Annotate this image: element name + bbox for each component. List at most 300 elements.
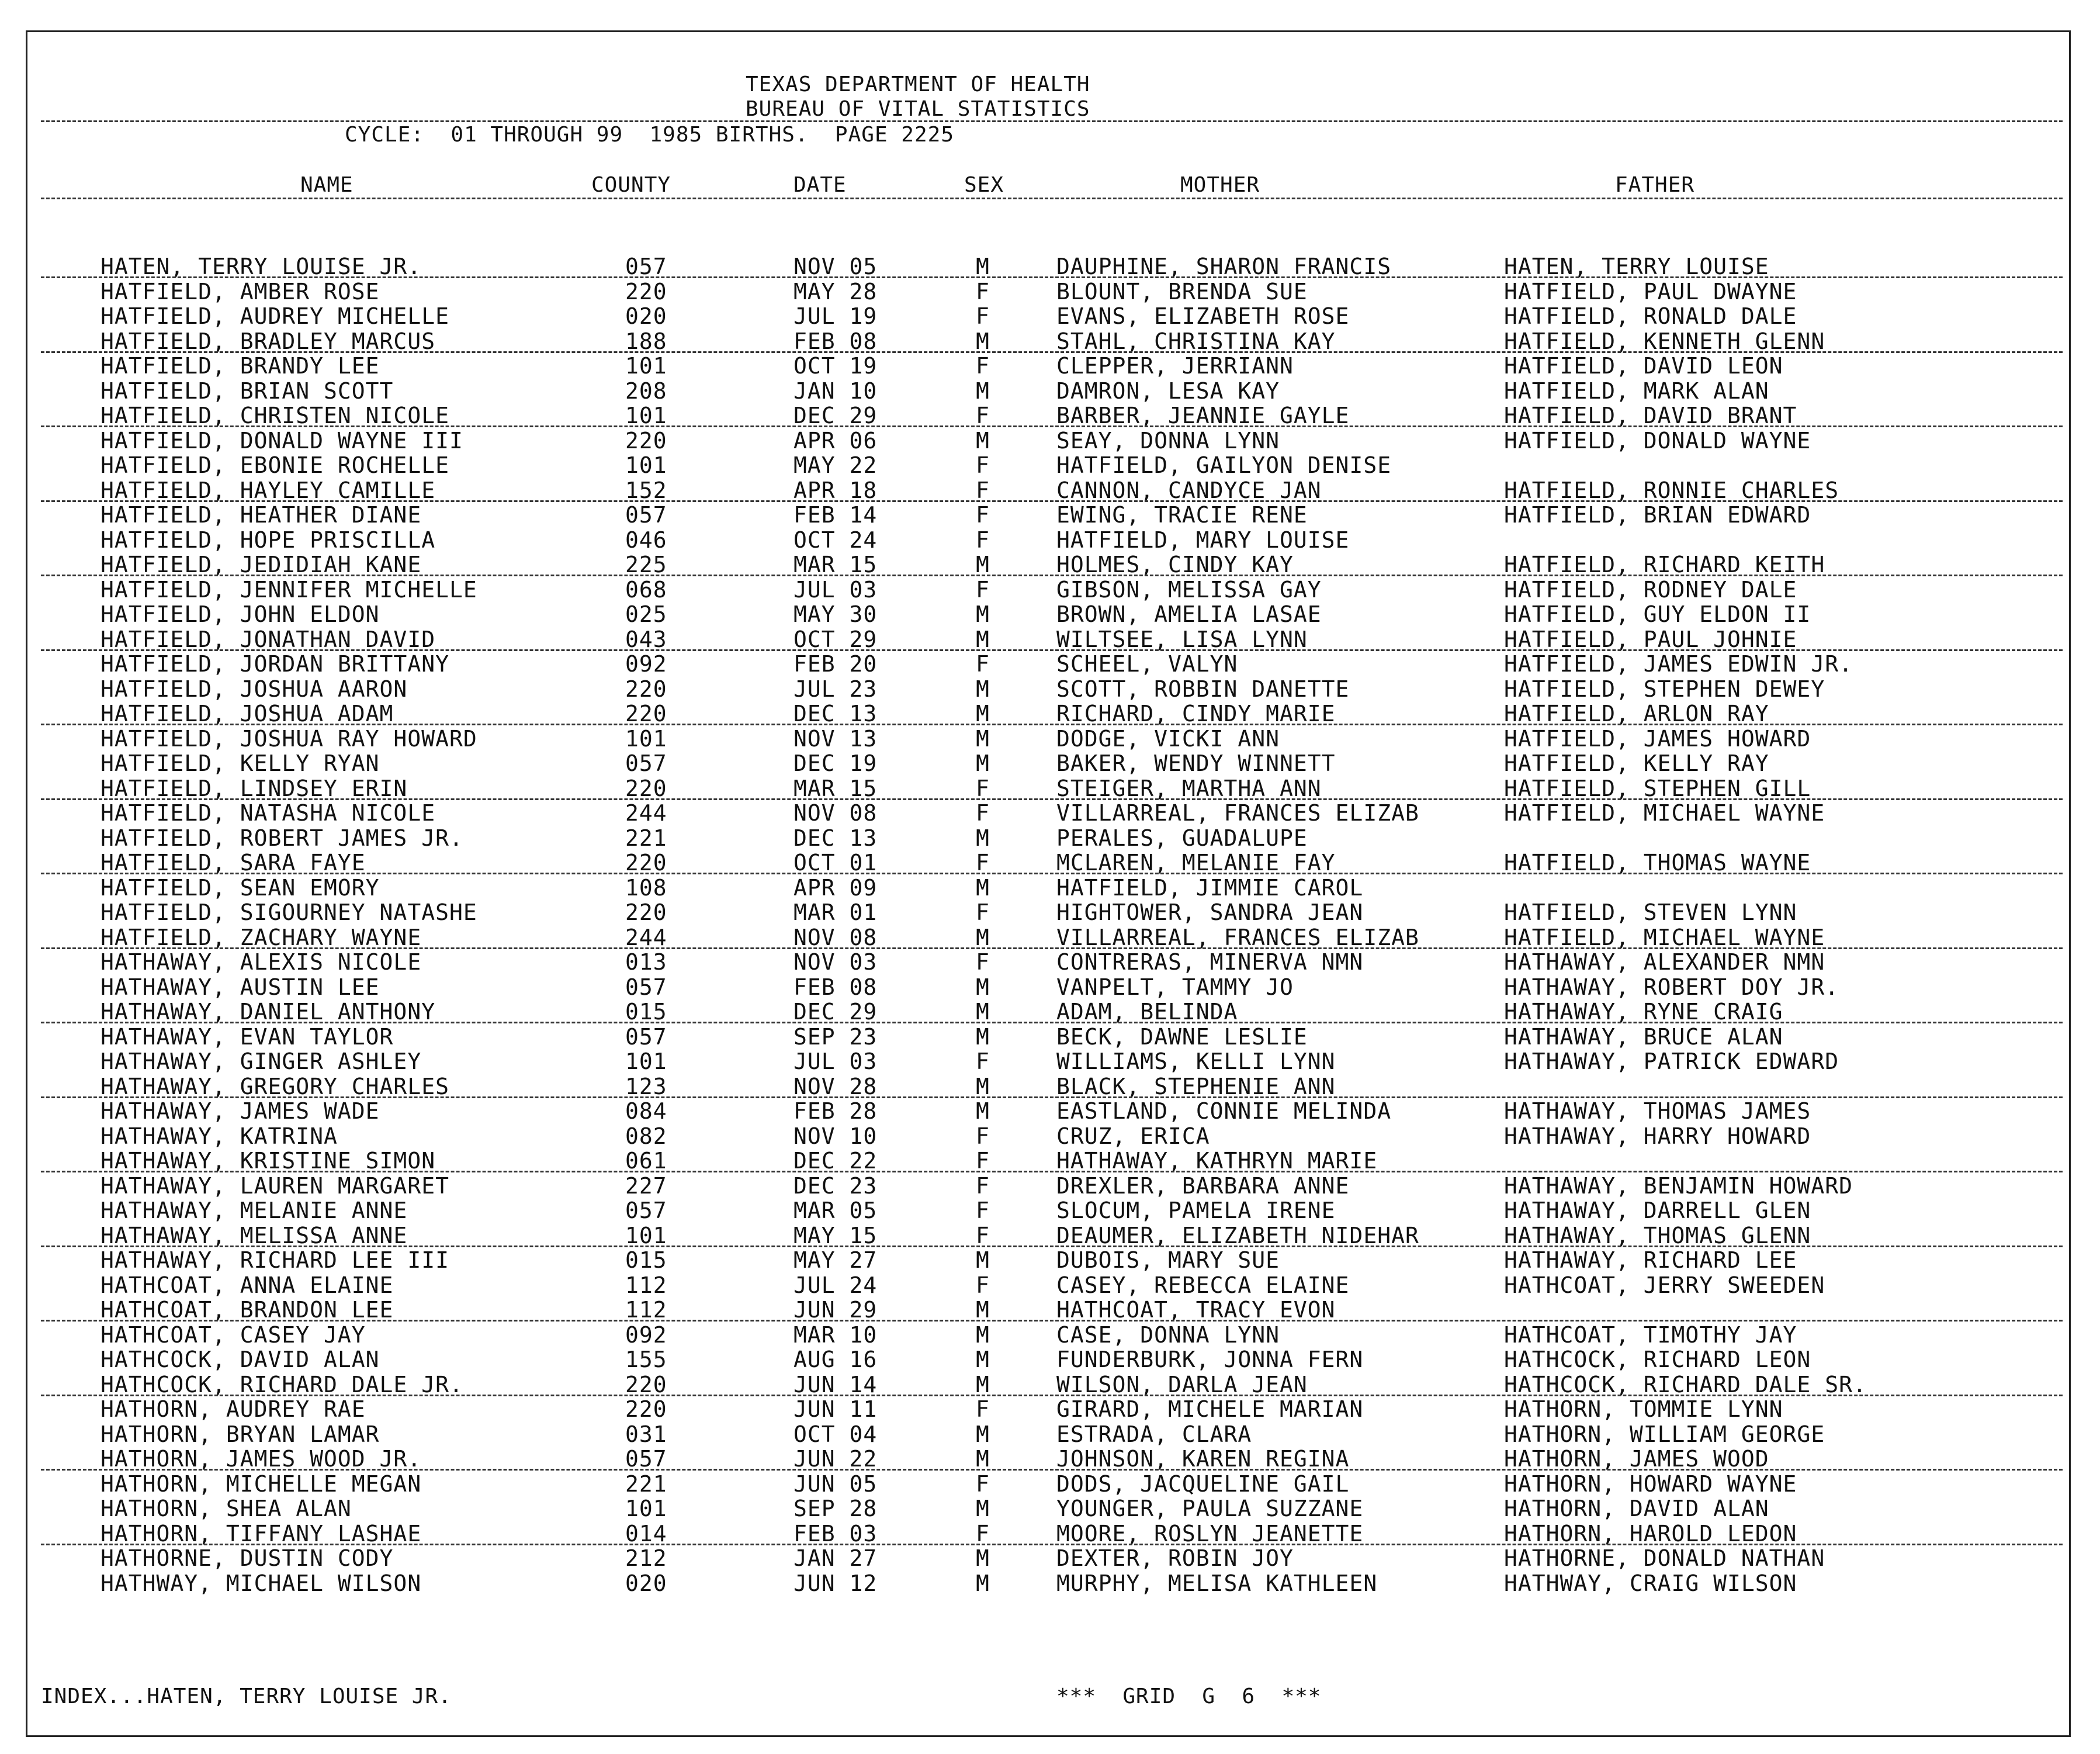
cell-county: 057 (625, 502, 667, 528)
cell-county: 046 (625, 527, 667, 553)
cell-date: SEP 28 (793, 1496, 878, 1521)
table-row (0, 1025, 2100, 1050)
cell-mother: EVANS, ELIZABETH ROSE (1056, 303, 1350, 329)
cell-date: MAR 10 (793, 1321, 878, 1348)
cell-father: HATHORNE, DONALD NATHAN (1504, 1545, 1825, 1571)
cell-county: 025 (625, 601, 667, 627)
cell-father: HATHAWAY, PATRICK EDWARD (1504, 1049, 1839, 1074)
cell-sex: F (976, 900, 990, 925)
cell-name: HATHAWAY, MELANIE ANNE (101, 1198, 408, 1223)
cell-sex: M (976, 378, 990, 404)
cell-name: HATFIELD, ROBERT JAMES JR. (101, 825, 463, 851)
cell-father: HATFIELD, STEPHEN DEWEY (1504, 676, 1825, 702)
cell-date: DEC 19 (793, 750, 878, 776)
cell-sex: F (976, 502, 990, 528)
cell-father: HATFIELD, RONALD DALE (1504, 303, 1797, 329)
header-rule (41, 120, 2063, 122)
cell-father: HATHAWAY, ALEXANDER NMN (1504, 949, 1825, 975)
cell-father: HATFIELD, PAUL JOHNIE (1504, 626, 1797, 652)
cell-mother: GIBSON, MELISSA GAY (1056, 576, 1322, 603)
cell-father: HATHAWAY, HARRY HOWARD (1504, 1123, 1811, 1149)
cell-mother: EASTLAND, CONNIE MELINDA (1056, 1098, 1392, 1124)
cell-mother: DUBOIS, MARY SUE (1056, 1247, 1280, 1273)
cell-name: HATFIELD, CHRISTEN NICOLE (101, 403, 449, 428)
cell-sex: F (976, 1471, 990, 1497)
cell-mother: BARBER, JEANNIE GAYLE (1056, 403, 1350, 428)
header-cycle: CYCLE: 01 THROUGH 99 1985 BIRTHS. PAGE 2225 (345, 123, 954, 147)
cell-father: HATFIELD, MARK ALAN (1504, 378, 1769, 404)
cell-name: HATHAWAY, MELISSA ANNE (101, 1222, 408, 1248)
table-row (0, 1546, 2100, 1571)
cell-sex: F (976, 1172, 990, 1199)
cell-sex: M (976, 825, 990, 851)
cell-sex: M (976, 552, 990, 577)
table-row (0, 999, 2100, 1025)
cell-sex: M (976, 1321, 990, 1348)
cell-county: 212 (625, 1545, 667, 1571)
cell-mother: HATFIELD, MARY LOUISE (1056, 527, 1350, 553)
cell-name: HATHCOAT, BRANDON LEE (101, 1297, 394, 1323)
cell-sex: F (976, 1272, 990, 1298)
cell-name: HATHCOCK, DAVID ALAN (101, 1347, 380, 1372)
cell-father: HATHAWAY, DARRELL GLEN (1504, 1198, 1811, 1223)
cell-name: HATHAWAY, KATRINA (101, 1123, 338, 1149)
cell-date: MAY 15 (793, 1222, 878, 1248)
cell-sex: M (976, 750, 990, 776)
col-name: NAME (300, 173, 354, 197)
cell-mother: SLOCUM, PAMELA IRENE (1056, 1198, 1336, 1223)
cell-county: 155 (625, 1347, 667, 1372)
cell-date: FEB 20 (793, 651, 878, 677)
cell-date: MAR 05 (793, 1198, 878, 1223)
cell-sex: M (976, 1421, 990, 1447)
cell-date: MAY 27 (793, 1247, 878, 1273)
cell-county: 057 (625, 1446, 667, 1472)
cell-date: APR 18 (793, 477, 878, 503)
table-row (0, 950, 2100, 975)
footer-grid: *** GRID G 6 *** (1056, 1684, 1322, 1708)
cell-mother: FUNDERBURK, JONNA FERN (1056, 1347, 1364, 1372)
cell-date: DEC 13 (793, 701, 878, 726)
cell-mother: MURPHY, MELISA KATHLEEN (1056, 1570, 1378, 1596)
cell-name: HATFIELD, JOSHUA ADAM (101, 701, 394, 726)
table-row (0, 751, 2100, 776)
cell-county: 220 (625, 1371, 667, 1397)
cell-county: 101 (625, 1496, 667, 1521)
cell-mother: BECK, DAWNE LESLIE (1056, 1023, 1308, 1050)
cell-date: APR 06 (793, 427, 878, 454)
cell-sex: M (976, 1570, 990, 1596)
cell-mother: SCOTT, ROBBIN DANETTE (1056, 676, 1350, 702)
cell-date: JUL 23 (793, 676, 878, 702)
cell-county: 220 (625, 775, 667, 801)
cell-sex: F (976, 403, 990, 428)
cell-county: 013 (625, 949, 667, 975)
cell-name: HATFIELD, BRANDY LEE (101, 353, 380, 379)
cell-father: HATFIELD, RICHARD KEITH (1504, 552, 1825, 577)
cell-mother: JOHNSON, KAREN REGINA (1056, 1446, 1350, 1472)
cell-county: 031 (625, 1421, 667, 1447)
cell-name: HATFIELD, JEDIDIAH KANE (101, 552, 422, 577)
cell-mother: SEAY, DONNA LYNN (1056, 427, 1280, 454)
cell-name: HATHORN, TIFFANY LASHAE (101, 1520, 422, 1547)
cell-name: HATHORN, JAMES WOOD JR. (101, 1446, 422, 1472)
cell-name: HATHAWAY, LAUREN MARGARET (101, 1172, 449, 1199)
cell-mother: DODGE, VICKI ANN (1056, 725, 1280, 752)
col-county: COUNTY (591, 173, 671, 197)
cell-county: 101 (625, 452, 667, 478)
cell-sex: M (976, 1023, 990, 1050)
cell-father: HATHORN, WILLIAM GEORGE (1504, 1421, 1825, 1447)
cell-sex: F (976, 1049, 990, 1074)
cell-county: 108 (625, 874, 667, 901)
cell-mother: MCLAREN, MELANIE FAY (1056, 850, 1336, 876)
cell-father: HATHCOAT, TIMOTHY JAY (1504, 1321, 1797, 1348)
cell-county: 057 (625, 750, 667, 776)
cell-father: HATFIELD, DAVID LEON (1504, 353, 1783, 379)
cell-county: 112 (625, 1297, 667, 1323)
cell-mother: HATHAWAY, KATHRYN MARIE (1056, 1148, 1378, 1174)
table-row (0, 1074, 2100, 1099)
cell-name: HATFIELD, JORDAN BRITTANY (101, 651, 449, 677)
cell-date: NOV 05 (793, 254, 878, 279)
cell-county: 092 (625, 651, 667, 677)
cell-name: HATHAWAY, GREGORY CHARLES (101, 1073, 449, 1099)
cell-sex: M (976, 1247, 990, 1273)
cell-father: HATFIELD, MICHAEL WAYNE (1504, 800, 1825, 826)
cell-sex: M (976, 1297, 990, 1323)
cell-father: HATHAWAY, ROBERT DOY JR. (1504, 974, 1839, 1000)
cell-father: HATHORN, JAMES WOOD (1504, 1446, 1769, 1472)
cell-sex: F (976, 1198, 990, 1223)
cell-date: FEB 28 (793, 1098, 878, 1124)
cell-mother: WILTSEE, LISA LYNN (1056, 626, 1308, 652)
cell-father: HATFIELD, RODNEY DALE (1504, 576, 1797, 603)
cell-name: HATFIELD, LINDSEY ERIN (101, 775, 408, 801)
cell-sex: F (976, 1222, 990, 1248)
cell-name: HATFIELD, BRADLEY MARCUS (101, 328, 436, 354)
table-row (0, 1323, 2100, 1348)
cell-sex: M (976, 601, 990, 627)
cell-mother: BAKER, WENDY WINNETT (1056, 750, 1336, 776)
cell-date: FEB 08 (793, 328, 878, 354)
cell-county: 061 (625, 1148, 667, 1174)
cell-father: HATHCOCK, RICHARD LEON (1504, 1347, 1811, 1372)
cell-mother: SCHEEL, VALYN (1056, 651, 1238, 677)
cell-father: HATFIELD, GUY ELDON II (1504, 601, 1811, 627)
cell-name: HATHAWAY, JAMES WADE (101, 1098, 380, 1124)
table-row (0, 1496, 2100, 1521)
cell-name: HATHAWAY, EVAN TAYLOR (101, 1023, 394, 1050)
cell-name: HATFIELD, JONATHAN DAVID (101, 626, 436, 652)
cell-sex: F (976, 303, 990, 329)
table-row (0, 1148, 2100, 1174)
cell-name: HATHCOCK, RICHARD DALE JR. (101, 1371, 463, 1397)
cell-father: HATHAWAY, THOMAS GLENN (1504, 1222, 1811, 1248)
table-row (0, 1174, 2100, 1199)
cell-sex: M (976, 999, 990, 1025)
cell-father: HATHAWAY, RICHARD LEE (1504, 1247, 1797, 1273)
cell-date: JUL 03 (793, 576, 878, 603)
table-row (0, 602, 2100, 627)
cell-sex: M (976, 626, 990, 652)
cell-mother: YOUNGER, PAULA SUZZANE (1056, 1496, 1364, 1521)
cell-date: OCT 29 (793, 626, 878, 652)
cell-name: HATFIELD, SEAN EMORY (101, 874, 380, 901)
table-row (0, 1049, 2100, 1074)
cell-name: HATHORN, AUDREY RAE (101, 1396, 366, 1422)
cell-date: OCT 19 (793, 353, 878, 379)
cell-sex: M (976, 1098, 990, 1124)
cell-mother: CLEPPER, JERRIANN (1056, 353, 1294, 379)
cell-father: HATFIELD, KENNETH GLENN (1504, 328, 1825, 354)
cell-name: HATFIELD, DONALD WAYNE III (101, 427, 463, 454)
cell-name: HATHWAY, MICHAEL WILSON (101, 1570, 422, 1596)
cell-county: 101 (625, 1222, 667, 1248)
cell-mother: DAMRON, LESA KAY (1056, 378, 1280, 404)
cell-sex: F (976, 353, 990, 379)
cell-date: NOV 08 (793, 924, 878, 950)
cell-date: MAR 15 (793, 552, 878, 577)
cell-sex: F (976, 775, 990, 801)
cell-county: 014 (625, 1520, 667, 1547)
cell-sex: F (976, 800, 990, 826)
table-row (0, 677, 2100, 702)
cell-date: NOV 13 (793, 725, 878, 752)
cell-father: HATHAWAY, BENJAMIN HOWARD (1504, 1172, 1853, 1199)
cell-mother: WILLIAMS, KELLI LYNN (1056, 1049, 1336, 1074)
table-row (0, 354, 2100, 379)
table-row (0, 1223, 2100, 1248)
records-table (0, 254, 2100, 1596)
cell-mother: HATFIELD, GAILYON DENISE (1056, 452, 1392, 478)
table-row (0, 403, 2100, 428)
cell-county: 208 (625, 378, 667, 404)
cell-date: NOV 08 (793, 800, 878, 826)
cell-mother: RICHARD, CINDY MARIE (1056, 701, 1336, 726)
cell-county: 123 (625, 1073, 667, 1099)
cell-mother: ADAM, BELINDA (1056, 999, 1238, 1025)
cell-county: 220 (625, 850, 667, 876)
cell-mother: CONTRERAS, MINERVA NMN (1056, 949, 1364, 975)
cell-date: JUL 19 (793, 303, 878, 329)
cell-date: JAN 27 (793, 1545, 878, 1571)
cell-sex: F (976, 1520, 990, 1547)
cell-father: HATHORN, TOMMIE LYNN (1504, 1396, 1783, 1422)
cell-date: DEC 29 (793, 403, 878, 428)
table-row (0, 453, 2100, 478)
cell-father: HATFIELD, DAVID BRANT (1504, 403, 1797, 428)
table-row (0, 478, 2100, 503)
cell-sex: M (976, 1496, 990, 1521)
cell-name: HATFIELD, SIGOURNEY NATASHE (101, 900, 477, 925)
cell-mother: CASEY, REBECCA ELAINE (1056, 1272, 1350, 1298)
cell-county: 057 (625, 1198, 667, 1223)
table-row (0, 1472, 2100, 1497)
cell-name: HATHAWAY, DANIEL ANTHONY (101, 999, 436, 1025)
cell-mother: PERALES, GUADALUPE (1056, 825, 1308, 851)
cell-mother: DEXTER, ROBIN JOY (1056, 1545, 1294, 1571)
cell-name: HATFIELD, KELLY RYAN (101, 750, 380, 776)
col-date: DATE (793, 173, 847, 197)
cell-name: HATFIELD, BRIAN SCOTT (101, 378, 394, 404)
cell-date: JUN 05 (793, 1471, 878, 1497)
cell-county: 220 (625, 701, 667, 726)
cell-date: MAR 01 (793, 900, 878, 925)
cell-name: HATFIELD, JOSHUA RAY HOWARD (101, 725, 477, 752)
cell-mother: DREXLER, BARBARA ANNE (1056, 1172, 1350, 1199)
cell-name: HATEN, TERRY LOUISE JR. (101, 254, 422, 279)
cell-county: 082 (625, 1123, 667, 1149)
cell-mother: CASE, DONNA LYNN (1056, 1321, 1280, 1348)
cell-name: HATFIELD, NATASHA NICOLE (101, 800, 436, 826)
table-row (0, 900, 2100, 925)
cell-date: DEC 13 (793, 825, 878, 851)
cell-date: DEC 23 (793, 1172, 878, 1199)
cell-sex: M (976, 676, 990, 702)
cell-sex: M (976, 328, 990, 354)
table-row (0, 1099, 2100, 1124)
cell-date: NOV 28 (793, 1073, 878, 1099)
cell-county: 220 (625, 1396, 667, 1422)
cell-name: HATFIELD, AUDREY MICHELLE (101, 303, 449, 329)
cell-date: MAY 30 (793, 601, 878, 627)
cell-father: HATHAWAY, BRUCE ALAN (1504, 1023, 1783, 1050)
cell-county: 057 (625, 974, 667, 1000)
cell-name: HATFIELD, HEATHER DIANE (101, 502, 422, 528)
cell-sex: F (976, 527, 990, 553)
cell-county: 101 (625, 353, 667, 379)
cell-sex: F (976, 1123, 990, 1149)
table-row (0, 254, 2100, 279)
cell-county: 020 (625, 303, 667, 329)
cell-county: 244 (625, 924, 667, 950)
cell-date: JUL 24 (793, 1272, 878, 1298)
cell-mother: HATFIELD, JIMMIE CAROL (1056, 874, 1364, 901)
cell-name: HATHAWAY, KRISTINE SIMON (101, 1148, 436, 1174)
cell-name: HATHORN, SHEA ALAN (101, 1496, 352, 1521)
cell-sex: M (976, 725, 990, 752)
cell-date: DEC 22 (793, 1148, 878, 1174)
table-row (0, 379, 2100, 404)
cell-name: HATFIELD, HOPE PRISCILLA (101, 527, 436, 553)
cell-sex: M (976, 1446, 990, 1472)
cell-county: 101 (625, 403, 667, 428)
cell-father: HATHWAY, CRAIG WILSON (1504, 1570, 1797, 1596)
cell-name: HATFIELD, AMBER ROSE (101, 278, 380, 305)
cell-sex: F (976, 1148, 990, 1174)
table-row (0, 652, 2100, 677)
cell-county: 220 (625, 427, 667, 454)
cell-mother: BROWN, AMELIA LASAE (1056, 601, 1322, 627)
cell-county: 220 (625, 676, 667, 702)
cell-mother: DEAUMER, ELIZABETH NIDEHAR (1056, 1222, 1419, 1248)
cell-name: HATHCOAT, ANNA ELAINE (101, 1272, 394, 1298)
col-mother: MOTHER (1180, 173, 1260, 197)
cell-father: HATHCOAT, JERRY SWEEDEN (1504, 1272, 1825, 1298)
cell-name: HATFIELD, ZACHARY WAYNE (101, 924, 422, 950)
table-row (0, 1397, 2100, 1422)
stamp-text (0, 1704, 39, 1721)
table-row (0, 701, 2100, 726)
cell-father: HATFIELD, ARLON RAY (1504, 701, 1769, 726)
cell-name: HATFIELD, HAYLEY CAMILLE (101, 477, 436, 503)
cell-mother: CANNON, CANDYCE JAN (1056, 477, 1322, 503)
cell-date: SEP 23 (793, 1023, 878, 1050)
cell-county: 068 (625, 576, 667, 603)
cell-mother: BLOUNT, BRENDA SUE (1056, 278, 1308, 305)
cell-name: HATFIELD, SARA FAYE (101, 850, 366, 876)
cell-county: 188 (625, 328, 667, 354)
col-sex: SEX (964, 173, 1004, 197)
cell-sex: M (976, 974, 990, 1000)
cell-date: MAY 28 (793, 278, 878, 305)
cell-father: HATFIELD, MICHAEL WAYNE (1504, 924, 1825, 950)
cell-father: HATHORN, DAVID ALAN (1504, 1496, 1769, 1521)
cell-date: JUN 12 (793, 1570, 878, 1596)
table-row (0, 552, 2100, 577)
cell-date: JUN 14 (793, 1371, 878, 1397)
cell-name: HATFIELD, JOSHUA AARON (101, 676, 408, 702)
cell-sex: F (976, 576, 990, 603)
cell-mother: DAUPHINE, SHARON FRANCIS (1056, 254, 1392, 279)
cell-father: HATFIELD, THOMAS WAYNE (1504, 850, 1811, 876)
cell-sex: M (976, 701, 990, 726)
table-row (0, 279, 2100, 305)
cell-father: HATFIELD, JAMES EDWIN JR. (1504, 651, 1853, 677)
cell-sex: F (976, 452, 990, 478)
cell-date: JUN 11 (793, 1396, 878, 1422)
cell-county: 220 (625, 900, 667, 925)
cell-father: HATFIELD, PAUL DWAYNE (1504, 278, 1797, 305)
cell-mother: HATHCOAT, TRACY EVON (1056, 1297, 1336, 1323)
table-row (0, 801, 2100, 826)
cell-county: 101 (625, 1049, 667, 1074)
cell-date: AUG 16 (793, 1347, 878, 1372)
cell-name: HATHORN, MICHELLE MEGAN (101, 1471, 422, 1497)
table-row (0, 329, 2100, 354)
cell-name: HATHAWAY, AUSTIN LEE (101, 974, 380, 1000)
cell-date: DEC 29 (793, 999, 878, 1025)
cell-date: JAN 10 (793, 378, 878, 404)
table-row (0, 1571, 2100, 1596)
table-row (0, 1422, 2100, 1447)
cell-county: 020 (625, 1570, 667, 1596)
table-row (0, 850, 2100, 876)
table-row (0, 1347, 2100, 1372)
cell-county: 221 (625, 1471, 667, 1497)
cell-sex: F (976, 278, 990, 305)
cell-date: MAY 22 (793, 452, 878, 478)
table-row (0, 304, 2100, 329)
cell-date: FEB 08 (793, 974, 878, 1000)
cell-date: OCT 24 (793, 527, 878, 553)
cell-father: HATFIELD, DONALD WAYNE (1504, 427, 1811, 454)
cell-county: 101 (625, 725, 667, 752)
cell-county: 084 (625, 1098, 667, 1124)
cell-county: 092 (625, 1321, 667, 1348)
cell-county: 057 (625, 254, 667, 279)
table-row (0, 428, 2100, 454)
header-department: TEXAS DEPARTMENT OF HEALTH (746, 72, 1090, 96)
cell-date: JUL 03 (793, 1049, 878, 1074)
cell-sex: F (976, 651, 990, 677)
cell-sex: F (976, 1396, 990, 1422)
table-row (0, 925, 2100, 950)
cell-mother: EWING, TRACIE RENE (1056, 502, 1308, 528)
cell-county: 015 (625, 999, 667, 1025)
cell-mother: BLACK, STEPHENIE ANN (1056, 1073, 1336, 1099)
